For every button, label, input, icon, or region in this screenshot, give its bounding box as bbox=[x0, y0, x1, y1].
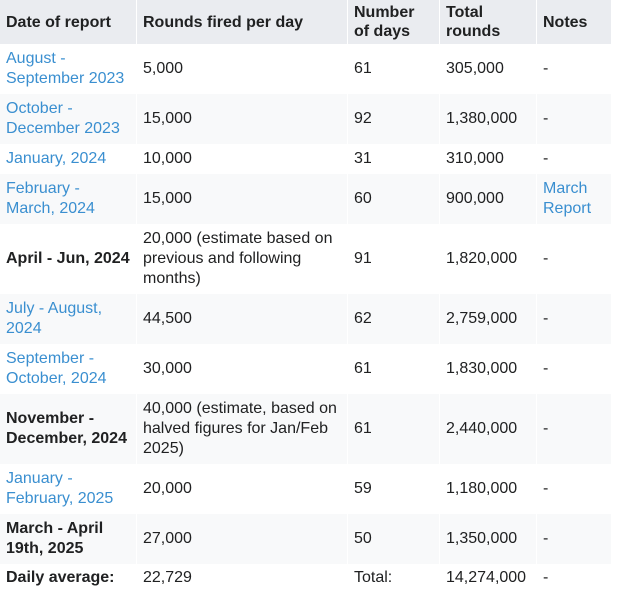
row-date-link[interactable]: July - August, 2024 bbox=[0, 294, 136, 344]
table-row bbox=[0, 514, 611, 564]
row-days: 61 bbox=[348, 394, 439, 464]
row-notes: - bbox=[537, 464, 611, 514]
table-row bbox=[0, 94, 611, 144]
row-notes: - bbox=[537, 394, 611, 464]
row-days: 92 bbox=[348, 94, 439, 144]
row-rounds-per-day: 10,000 bbox=[137, 144, 347, 174]
row-date-link[interactable]: January, 2024 bbox=[0, 144, 136, 174]
row-days: 50 bbox=[348, 514, 439, 564]
header-total-rounds[interactable]: Total rounds bbox=[440, 0, 536, 44]
total-rounds-value: 14,274,000 bbox=[440, 564, 536, 592]
row-total-rounds: 900,000 bbox=[440, 174, 536, 224]
row-rounds-per-day: 15,000 bbox=[137, 174, 347, 224]
row-total-rounds: 1,350,000 bbox=[440, 514, 536, 564]
row-days: 61 bbox=[348, 44, 439, 94]
row-date-link[interactable]: January - February, 2025 bbox=[0, 464, 136, 514]
header-number-of-days[interactable]: Number of days bbox=[348, 0, 439, 44]
row-rounds-per-day: 5,000 bbox=[137, 44, 347, 94]
table-row bbox=[0, 144, 611, 174]
table-row bbox=[0, 294, 611, 344]
table-footer-row bbox=[0, 564, 611, 592]
row-rounds-per-day: 44,500 bbox=[137, 294, 347, 344]
row-total-rounds: 1,180,000 bbox=[440, 464, 536, 514]
header-rounds-fired-per-day[interactable]: Rounds fired per day bbox=[137, 0, 347, 44]
row-notes: - bbox=[537, 294, 611, 344]
row-notes: - bbox=[537, 514, 611, 564]
row-date-link[interactable]: August - September 2023 bbox=[0, 44, 136, 94]
table-header-row bbox=[0, 0, 611, 44]
row-date-label: March - April 19th, 2025 bbox=[0, 514, 136, 564]
table-row bbox=[0, 344, 611, 394]
row-days: 60 bbox=[348, 174, 439, 224]
row-total-rounds: 1,830,000 bbox=[440, 344, 536, 394]
row-total-rounds: 1,380,000 bbox=[440, 94, 536, 144]
row-date-link[interactable]: September - October, 2024 bbox=[0, 344, 136, 394]
row-total-rounds: 2,759,000 bbox=[440, 294, 536, 344]
row-date-label: November - December, 2024 bbox=[0, 394, 136, 464]
row-rounds-per-day: 40,000 (estimate, based on halved figures for Jan/Feb 2025) bbox=[137, 394, 347, 464]
table-row bbox=[0, 174, 611, 224]
row-total-rounds: 1,820,000 bbox=[440, 224, 536, 294]
footer-notes: - bbox=[537, 564, 611, 592]
row-date-label: April - Jun, 2024 bbox=[0, 224, 136, 294]
row-rounds-per-day: 27,000 bbox=[137, 514, 347, 564]
table-row bbox=[0, 464, 611, 514]
row-total-rounds: 310,000 bbox=[440, 144, 536, 174]
row-days: 91 bbox=[348, 224, 439, 294]
row-rounds-per-day: 30,000 bbox=[137, 344, 347, 394]
table-row bbox=[0, 44, 611, 94]
row-notes: - bbox=[537, 344, 611, 394]
row-notes: - bbox=[537, 224, 611, 294]
row-days: 62 bbox=[348, 294, 439, 344]
row-days: 59 bbox=[348, 464, 439, 514]
row-total-rounds: 2,440,000 bbox=[440, 394, 536, 464]
row-rounds-per-day: 20,000 bbox=[137, 464, 347, 514]
daily-average-value: 22,729 bbox=[137, 564, 347, 592]
row-notes: - bbox=[537, 144, 611, 174]
row-total-rounds: 305,000 bbox=[440, 44, 536, 94]
table-row bbox=[0, 394, 611, 464]
row-days: 31 bbox=[348, 144, 439, 174]
daily-average-label: Daily average: bbox=[0, 564, 136, 592]
row-days: 61 bbox=[348, 344, 439, 394]
march-report-link[interactable]: March Report bbox=[537, 174, 611, 224]
table-row bbox=[0, 224, 611, 294]
row-date-link[interactable]: February - March, 2024 bbox=[0, 174, 136, 224]
header-notes[interactable]: Notes bbox=[537, 0, 611, 44]
row-date-link[interactable]: October - December 2023 bbox=[0, 94, 136, 144]
row-notes: - bbox=[537, 44, 611, 94]
total-label: Total: bbox=[348, 564, 439, 592]
row-rounds-per-day: 20,000 (estimate based on previous and following months) bbox=[137, 224, 347, 294]
row-notes: - bbox=[537, 94, 611, 144]
header-date-of-report[interactable]: Date of report bbox=[0, 0, 136, 44]
row-rounds-per-day: 15,000 bbox=[137, 94, 347, 144]
